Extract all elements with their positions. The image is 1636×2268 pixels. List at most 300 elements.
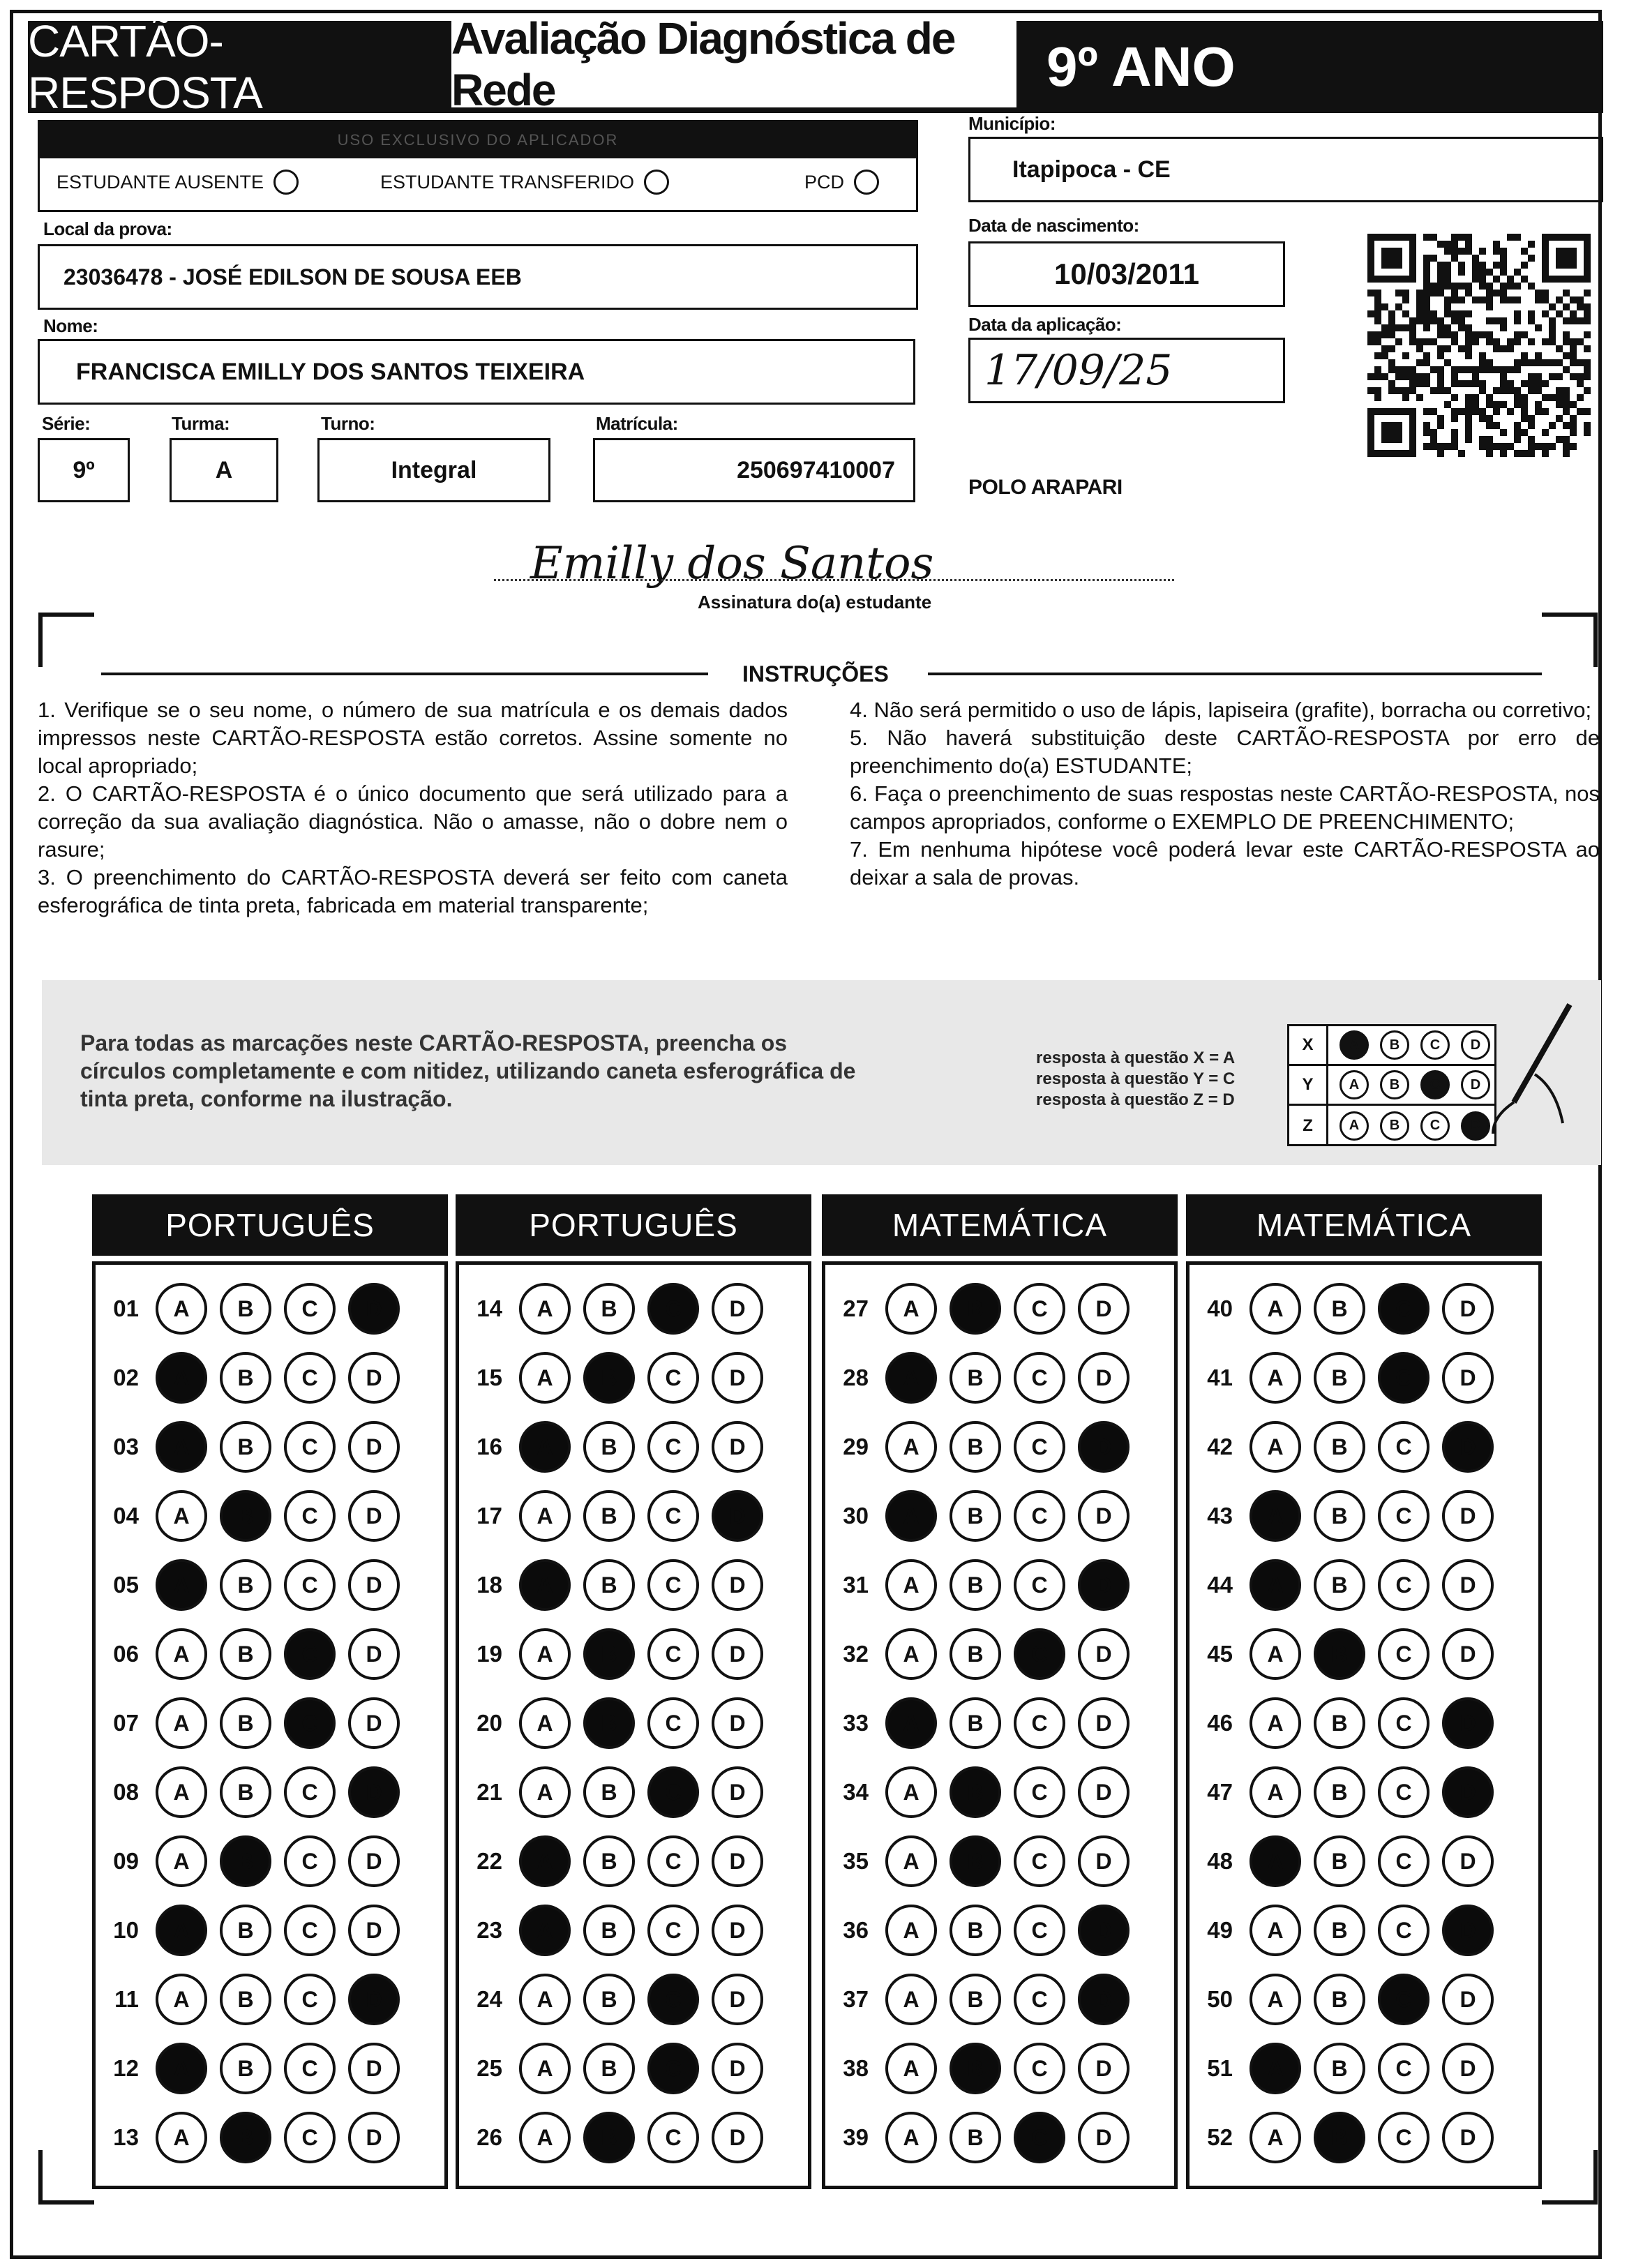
answer-bubble[interactable]: B	[950, 1421, 1001, 1473]
answer-bubble[interactable]: D	[1442, 1974, 1494, 2025]
question-row	[1190, 1346, 1494, 1409]
answer-column	[1186, 1261, 1542, 2189]
answer-bubble[interactable]: D	[348, 1697, 400, 1749]
question-row	[96, 1692, 400, 1755]
answer-bubble[interactable]: D	[712, 2043, 763, 2094]
answer-bubble[interactable]: C	[647, 1974, 699, 2025]
answer-bubble[interactable]: D	[712, 1905, 763, 1956]
answer-bubble[interactable]: B	[1314, 1283, 1365, 1335]
answer-bubble[interactable]: D	[1078, 1905, 1130, 1956]
answer-bubble[interactable]: C	[1014, 1283, 1065, 1335]
answer-bubble[interactable]: C	[284, 1352, 336, 1404]
absent-option[interactable]	[57, 170, 299, 195]
answer-bubble[interactable]: A	[519, 2043, 571, 2094]
answer-bubble[interactable]: B	[950, 1835, 1001, 1887]
answer-bubble[interactable]: D	[348, 1283, 400, 1335]
name-field: FRANCISCA EMILLY DOS SANTOS TEIXEIRA	[38, 339, 915, 405]
question-number: 10	[113, 1917, 139, 1943]
example-row	[1289, 1106, 1494, 1146]
answer-bubble[interactable]: C	[284, 2112, 336, 2163]
answer-bubble[interactable]: B	[220, 1352, 271, 1404]
answer-bubble[interactable]: B	[583, 1766, 635, 1818]
instruction-item: 7. Em nenhuma hipótese você poderá levar este CARTÃO-RESPOSTA ao deixar a sala de provas.	[850, 837, 1600, 889]
answer-bubble[interactable]: A	[1249, 2043, 1301, 2094]
answer-bubble[interactable]: B	[950, 1559, 1001, 1611]
answer-bubble[interactable]: B	[583, 1905, 635, 1956]
answer-bubble[interactable]: A	[885, 2112, 937, 2163]
answer-bubble[interactable]: C	[284, 1421, 336, 1473]
answer-bubble[interactable]: B	[1314, 1697, 1365, 1749]
answer-bubble[interactable]: B	[950, 1905, 1001, 1956]
question-row	[96, 1485, 400, 1547]
absent-bubble[interactable]	[273, 170, 299, 195]
section-header: PORTUGUÊS	[92, 1194, 448, 1256]
instructions-right	[850, 696, 1600, 892]
answer-bubble[interactable]: D	[348, 1974, 400, 2025]
answer-bubble[interactable]: A	[156, 2043, 207, 2094]
question-row	[459, 1761, 763, 1824]
answer-bubble[interactable]: B	[1314, 1835, 1365, 1887]
answer-bubble[interactable]: C	[1014, 1697, 1065, 1749]
question-number: 02	[113, 1365, 139, 1390]
answer-bubble[interactable]: C	[1378, 1559, 1429, 1611]
answer-bubble[interactable]: D	[1078, 2112, 1130, 2163]
answer-bubble[interactable]: D	[712, 1283, 763, 1335]
answer-bubble[interactable]: C	[647, 1697, 699, 1749]
turno-field: Integral	[317, 438, 550, 502]
question-row	[1190, 1485, 1494, 1547]
answer-bubble[interactable]: C	[284, 1974, 336, 2025]
answer-bubble[interactable]: D	[1078, 1352, 1130, 1404]
answer-bubble[interactable]: A	[156, 1905, 207, 1956]
answer-bubble[interactable]: B	[1314, 2112, 1365, 2163]
answer-bubble[interactable]: D	[712, 1697, 763, 1749]
question-number: 37	[843, 1986, 869, 2012]
answer-bubble[interactable]: B	[583, 2112, 635, 2163]
answer-bubble[interactable]: B	[1314, 1905, 1365, 1956]
answer-bubble[interactable]: A	[885, 1697, 937, 1749]
answer-bubble[interactable]: A	[156, 1835, 207, 1887]
question-number: 51	[1207, 2055, 1233, 2081]
answer-bubble[interactable]: A	[885, 1766, 937, 1818]
question-row	[96, 1277, 400, 1340]
answer-bubble[interactable]: C	[284, 1490, 336, 1542]
answer-bubble[interactable]: C	[1378, 1352, 1429, 1404]
answer-bubble[interactable]: C	[284, 1766, 336, 1818]
question-number: 08	[113, 1779, 139, 1805]
answer-bubble[interactable]: B	[583, 1628, 635, 1680]
answer-bubble[interactable]: B	[1314, 1559, 1365, 1611]
answer-bubble[interactable]: C	[1378, 1283, 1429, 1335]
answer-bubble[interactable]: C	[284, 1559, 336, 1611]
answer-bubble[interactable]: B	[1314, 1628, 1365, 1680]
answer-bubble[interactable]: D	[712, 2112, 763, 2163]
answer-bubble[interactable]: B	[950, 2112, 1001, 2163]
answer-bubble[interactable]: D	[348, 1490, 400, 1542]
answer-bubble[interactable]: D	[348, 2112, 400, 2163]
question-number: 26	[476, 2124, 502, 2150]
answer-bubble[interactable]: A	[885, 1559, 937, 1611]
question-row	[825, 1899, 1130, 1962]
answer-bubble[interactable]: B	[950, 1974, 1001, 2025]
question-row	[1190, 1415, 1494, 1478]
answer-bubble[interactable]: B	[220, 2112, 271, 2163]
answer-bubble[interactable]: D	[1442, 1628, 1494, 1680]
question-number: 03	[113, 1434, 139, 1459]
question-row	[825, 1415, 1130, 1478]
instruction-item: 3. O preenchimento do CARTÃO-RESPOSTA deverá ser feito com caneta esferográfica de tinta preta, fabricada em material transparente;	[38, 865, 788, 917]
question-number: 38	[843, 2055, 869, 2081]
answer-bubble[interactable]: C	[1378, 2112, 1429, 2163]
answer-bubble[interactable]: D	[348, 2043, 400, 2094]
answer-bubble[interactable]: A	[156, 1490, 207, 1542]
answer-bubble[interactable]: B	[220, 1835, 271, 1887]
divider	[928, 673, 1542, 675]
answer-bubble[interactable]: D	[712, 1490, 763, 1542]
answer-bubble[interactable]: A	[1249, 1766, 1301, 1818]
question-number: 35	[843, 1848, 869, 1874]
answer-bubble[interactable]: C	[1014, 1905, 1065, 1956]
answer-bubble[interactable]: D	[1442, 1283, 1494, 1335]
answer-bubble[interactable]: A	[885, 1974, 937, 2025]
instruction-item: 6. Faça o preenchimento de suas respostas neste CARTÃO-RESPOSTA, nos campos apropriados, conforme o EXEMPLO DE PREENCHIMENTO;	[850, 781, 1600, 834]
answer-bubble[interactable]: C	[1014, 1559, 1065, 1611]
example-bubble: B	[1380, 1030, 1409, 1060]
question-number: 01	[113, 1296, 139, 1321]
question-number: 32	[843, 1641, 869, 1667]
answer-bubble[interactable]: B	[583, 1352, 635, 1404]
question-row	[1190, 1899, 1494, 1962]
answer-bubble[interactable]: B	[950, 1352, 1001, 1404]
answer-bubble[interactable]: B	[220, 1490, 271, 1542]
question-number: 11	[114, 1986, 139, 2012]
answer-bubble[interactable]: D	[712, 1974, 763, 2025]
answer-bubble[interactable]: A	[156, 1766, 207, 1818]
answer-bubble[interactable]: B	[1314, 1490, 1365, 1542]
answer-bubble[interactable]: A	[156, 1421, 207, 1473]
answer-bubble[interactable]: C	[284, 1835, 336, 1887]
answer-bubble[interactable]: C	[1378, 1766, 1429, 1818]
question-row	[459, 1554, 763, 1616]
corner-mark	[1542, 613, 1598, 667]
question-number: 24	[476, 1986, 502, 2012]
answer-bubble[interactable]: A	[1249, 2112, 1301, 2163]
answer-bubble[interactable]: A	[1249, 1352, 1301, 1404]
answer-bubble[interactable]: D	[1078, 1421, 1130, 1473]
answer-bubble[interactable]: C	[647, 2043, 699, 2094]
answer-bubble[interactable]: C	[1378, 1421, 1429, 1473]
answer-bubble[interactable]: C	[1014, 1974, 1065, 2025]
answer-bubble[interactable]: D	[348, 1352, 400, 1404]
answer-bubble[interactable]: A	[1249, 1905, 1301, 1956]
answer-bubble[interactable]: A	[156, 1559, 207, 1611]
question-number: 46	[1207, 1710, 1233, 1736]
answer-bubble[interactable]: B	[950, 1628, 1001, 1680]
answer-bubble[interactable]: A	[1249, 1628, 1301, 1680]
pcd-option[interactable]	[804, 170, 879, 195]
serie-field: 9º	[38, 438, 130, 502]
answer-bubble[interactable]: C	[647, 1628, 699, 1680]
answer-bubble[interactable]: B	[220, 2043, 271, 2094]
answer-bubble[interactable]: D	[1078, 1559, 1130, 1611]
answer-bubble[interactable]: A	[519, 1974, 571, 2025]
answer-bubble[interactable]: C	[284, 1628, 336, 1680]
answer-bubble[interactable]: D	[712, 1766, 763, 1818]
answer-bubble[interactable]: D	[348, 1905, 400, 1956]
question-number: 04	[113, 1503, 139, 1529]
question-number: 07	[113, 1710, 139, 1736]
local-label: Local da prova:	[43, 218, 172, 239]
answer-bubble[interactable]: C	[647, 1766, 699, 1818]
divider	[101, 673, 708, 675]
question-number: 06	[113, 1641, 139, 1667]
answer-bubble[interactable]: B	[220, 1697, 271, 1749]
answer-bubble[interactable]: A	[519, 1697, 571, 1749]
answer-bubble[interactable]: C	[284, 2043, 336, 2094]
matricula-label: Matrícula:	[596, 413, 678, 434]
question-number: 15	[476, 1365, 502, 1390]
question-number: 05	[113, 1572, 139, 1598]
answer-bubble[interactable]: D	[348, 1559, 400, 1611]
answer-bubble[interactable]: A	[1249, 1421, 1301, 1473]
answer-bubble[interactable]: C	[647, 1490, 699, 1542]
answer-bubble[interactable]: D	[348, 1766, 400, 1818]
answer-bubble[interactable]: C	[284, 1283, 336, 1335]
answer-bubble[interactable]: A	[156, 1697, 207, 1749]
answer-bubble[interactable]: B	[220, 1766, 271, 1818]
pcd-bubble[interactable]	[854, 170, 879, 195]
answer-bubble[interactable]: C	[1014, 2112, 1065, 2163]
answer-bubble[interactable]: B	[583, 1283, 635, 1335]
answer-bubble[interactable]: C	[284, 1905, 336, 1956]
answer-bubble[interactable]: C	[1014, 1628, 1065, 1680]
answer-bubble[interactable]: A	[885, 1628, 937, 1680]
answer-bubble[interactable]: D	[1442, 1559, 1494, 1611]
answer-bubble[interactable]: A	[1249, 1283, 1301, 1335]
question-number: 40	[1207, 1296, 1233, 1321]
answer-bubble[interactable]: A	[519, 1352, 571, 1404]
answer-bubble[interactable]: D	[348, 1835, 400, 1887]
answer-bubble[interactable]: D	[1442, 1421, 1494, 1473]
answer-bubble[interactable]: B	[1314, 1352, 1365, 1404]
aplicacao-field: 17/09/25	[968, 338, 1285, 403]
answer-bubble[interactable]: B	[583, 1559, 635, 1611]
answer-bubble[interactable]: D	[1442, 1905, 1494, 1956]
signature-line	[494, 579, 1174, 581]
question-row	[96, 1415, 400, 1478]
answer-bubble[interactable]: C	[1014, 1490, 1065, 1542]
answer-bubble[interactable]: C	[647, 1421, 699, 1473]
answer-bubble[interactable]: A	[1249, 1697, 1301, 1749]
answer-bubble[interactable]: B	[950, 1697, 1001, 1749]
answer-bubble[interactable]: C	[1378, 1490, 1429, 1542]
answer-bubble[interactable]: B	[220, 1421, 271, 1473]
question-row	[96, 1899, 400, 1962]
answer-bubble[interactable]: C	[1378, 1697, 1429, 1749]
answer-bubble[interactable]: A	[519, 1283, 571, 1335]
answer-bubble[interactable]: B	[950, 1766, 1001, 1818]
answer-bubble[interactable]: A	[885, 1352, 937, 1404]
nascimento-field: 10/03/2011	[968, 241, 1285, 307]
transferred-option[interactable]	[380, 170, 669, 195]
answer-bubble[interactable]: D	[1078, 1766, 1130, 1818]
answer-bubble[interactable]: D	[712, 1352, 763, 1404]
answer-bubble[interactable]: B	[1314, 1421, 1365, 1473]
answer-bubble[interactable]: B	[1314, 1766, 1365, 1818]
instruction-item: 1. Verifique se o seu nome, o número de sua matrícula e os demais dados impressos neste CARTÃO-RESPOSTA estão corretos. Assine somente no local apropriado;	[38, 698, 788, 778]
answer-bubble[interactable]: C	[647, 1835, 699, 1887]
answer-bubble[interactable]: D	[1078, 2043, 1130, 2094]
question-row	[1190, 1830, 1494, 1893]
answer-bubble[interactable]: C	[1378, 1974, 1429, 2025]
answer-bubble[interactable]: D	[1442, 1352, 1494, 1404]
example-row	[1289, 1066, 1494, 1106]
answer-bubble[interactable]: D	[1442, 2112, 1494, 2163]
answer-bubble[interactable]: D	[1078, 1490, 1130, 1542]
answer-bubble[interactable]: D	[1078, 1974, 1130, 2025]
question-row	[459, 1346, 763, 1409]
answer-bubble[interactable]: B	[220, 1559, 271, 1611]
answer-bubble[interactable]: A	[156, 1352, 207, 1404]
answer-bubble[interactable]: A	[1249, 1490, 1301, 1542]
answer-bubble[interactable]: A	[885, 1835, 937, 1887]
answer-bubble[interactable]: D	[712, 1559, 763, 1611]
answer-bubble[interactable]: A	[519, 1628, 571, 1680]
answer-bubble[interactable]: D	[1442, 1766, 1494, 1818]
status-bar: USO EXCLUSIVO DO APLICADOR	[40, 122, 916, 158]
question-number: 45	[1207, 1641, 1233, 1667]
answer-bubble[interactable]: B	[1314, 2043, 1365, 2094]
answer-bubble[interactable]: B	[950, 1283, 1001, 1335]
answer-bubble[interactable]: C	[1378, 1905, 1429, 1956]
answer-bubble[interactable]: D	[1078, 1283, 1130, 1335]
answer-bubble[interactable]: A	[519, 1905, 571, 1956]
transferred-bubble[interactable]	[644, 170, 669, 195]
answer-bubble[interactable]: A	[519, 2112, 571, 2163]
example-bubble: C	[1420, 1030, 1450, 1060]
municipio-field: Itapipoca - CE	[968, 137, 1603, 202]
example-bubble: A	[1339, 1070, 1369, 1099]
answer-bubble[interactable]: A	[519, 1766, 571, 1818]
answer-bubble[interactable]: D	[1442, 1835, 1494, 1887]
answer-bubble[interactable]: D	[348, 1421, 400, 1473]
question-row	[825, 1968, 1130, 2031]
answer-bubble[interactable]: A	[156, 1283, 207, 1335]
answer-bubble[interactable]: C	[1378, 2043, 1429, 2094]
question-number: 14	[476, 1296, 502, 1321]
answer-bubble[interactable]: C	[1014, 1835, 1065, 1887]
answer-bubble[interactable]: B	[220, 1628, 271, 1680]
answer-bubble[interactable]: A	[156, 1628, 207, 1680]
answer-bubble[interactable]: A	[519, 1835, 571, 1887]
answer-bubble[interactable]: D	[1078, 1697, 1130, 1749]
instruction-item: 2. O CARTÃO-RESPOSTA é o único documento que será utilizado para a correção da sua avaliação diagnóstica. Não o amasse, não o dobre nem o rasure;	[38, 781, 788, 862]
answer-bubble[interactable]: C	[284, 1697, 336, 1749]
answer-bubble[interactable]: C	[1378, 1628, 1429, 1680]
answer-bubble[interactable]: A	[519, 1559, 571, 1611]
example-bubble: B	[1380, 1070, 1409, 1099]
answer-bubble[interactable]: A	[156, 1974, 207, 2025]
answer-bubble[interactable]: D	[1442, 1697, 1494, 1749]
qr-code-icon	[1367, 234, 1591, 457]
answer-bubble[interactable]: A	[1249, 1835, 1301, 1887]
answer-bubble[interactable]: B	[583, 1835, 635, 1887]
answer-bubble[interactable]: D	[1442, 1490, 1494, 1542]
answer-bubble[interactable]: C	[1014, 2043, 1065, 2094]
question-number: 30	[843, 1503, 869, 1529]
answer-bubble[interactable]: C	[1378, 1835, 1429, 1887]
answer-bubble[interactable]: B	[583, 1490, 635, 1542]
answer-bubble[interactable]: A	[885, 1490, 937, 1542]
polo-label: POLO ARAPARI	[968, 476, 1123, 499]
answer-bubble[interactable]: C	[1014, 1421, 1065, 1473]
answer-bubble[interactable]: B	[220, 1974, 271, 2025]
answer-bubble[interactable]: A	[885, 1421, 937, 1473]
example-bubble: C	[1420, 1111, 1450, 1141]
answer-bubble[interactable]: A	[519, 1421, 571, 1473]
answer-bubble[interactable]: B	[583, 1421, 635, 1473]
answer-bubble[interactable]: D	[1078, 1628, 1130, 1680]
answer-bubble[interactable]: C	[647, 1352, 699, 1404]
answer-bubble[interactable]: D	[348, 1628, 400, 1680]
answer-bubble[interactable]: D	[712, 1835, 763, 1887]
question-number: 36	[843, 1917, 869, 1943]
answer-bubble[interactable]: A	[519, 1490, 571, 1542]
answer-bubble[interactable]: B	[583, 2043, 635, 2094]
answer-bubble[interactable]: C	[1014, 1766, 1065, 1818]
example-bubble: C	[1420, 1070, 1450, 1099]
answer-bubble[interactable]: C	[647, 2112, 699, 2163]
answer-bubble[interactable]: C	[647, 1905, 699, 1956]
answer-bubble[interactable]: B	[950, 1490, 1001, 1542]
question-row	[459, 1415, 763, 1478]
question-row	[1190, 1554, 1494, 1616]
answer-bubble[interactable]: A	[885, 2043, 937, 2094]
answer-bubble[interactable]: A	[1249, 1974, 1301, 2025]
answer-bubble[interactable]: B	[220, 1283, 271, 1335]
question-row	[459, 1623, 763, 1685]
answer-bubble[interactable]: B	[583, 1974, 635, 2025]
answer-bubble[interactable]: B	[1314, 1974, 1365, 2025]
answer-column	[822, 1261, 1178, 2189]
answer-bubble[interactable]: A	[885, 1283, 937, 1335]
answer-bubble[interactable]: C	[1014, 1352, 1065, 1404]
answer-bubble[interactable]: B	[583, 1697, 635, 1749]
question-row	[1190, 1277, 1494, 1340]
answer-bubble[interactable]: A	[1249, 1559, 1301, 1611]
question-row	[825, 2106, 1130, 2169]
question-number: 20	[476, 1710, 502, 1736]
answer-bubble[interactable]: B	[220, 1905, 271, 1956]
question-row	[96, 2106, 400, 2169]
answer-bubble[interactable]: C	[647, 1559, 699, 1611]
answer-bubble[interactable]: D	[712, 1628, 763, 1680]
answer-bubble[interactable]: A	[885, 1905, 937, 1956]
question-number: 17	[476, 1503, 502, 1529]
answer-bubble[interactable]: D	[1442, 2043, 1494, 2094]
question-number: 47	[1207, 1779, 1233, 1805]
signature-label: Assinatura do(a) estudante	[698, 592, 932, 613]
corner-mark	[38, 2150, 94, 2205]
matricula-field: 250697410007	[593, 438, 915, 502]
question-row	[825, 1830, 1130, 1893]
answer-bubble[interactable]: C	[647, 1283, 699, 1335]
answer-bubble[interactable]: D	[712, 1421, 763, 1473]
transferred-label: ESTUDANTE TRANSFERIDO	[380, 171, 635, 193]
answer-bubble[interactable]: D	[1078, 1835, 1130, 1887]
answer-bubble[interactable]: A	[156, 2112, 207, 2163]
answer-bubble[interactable]: B	[950, 2043, 1001, 2094]
